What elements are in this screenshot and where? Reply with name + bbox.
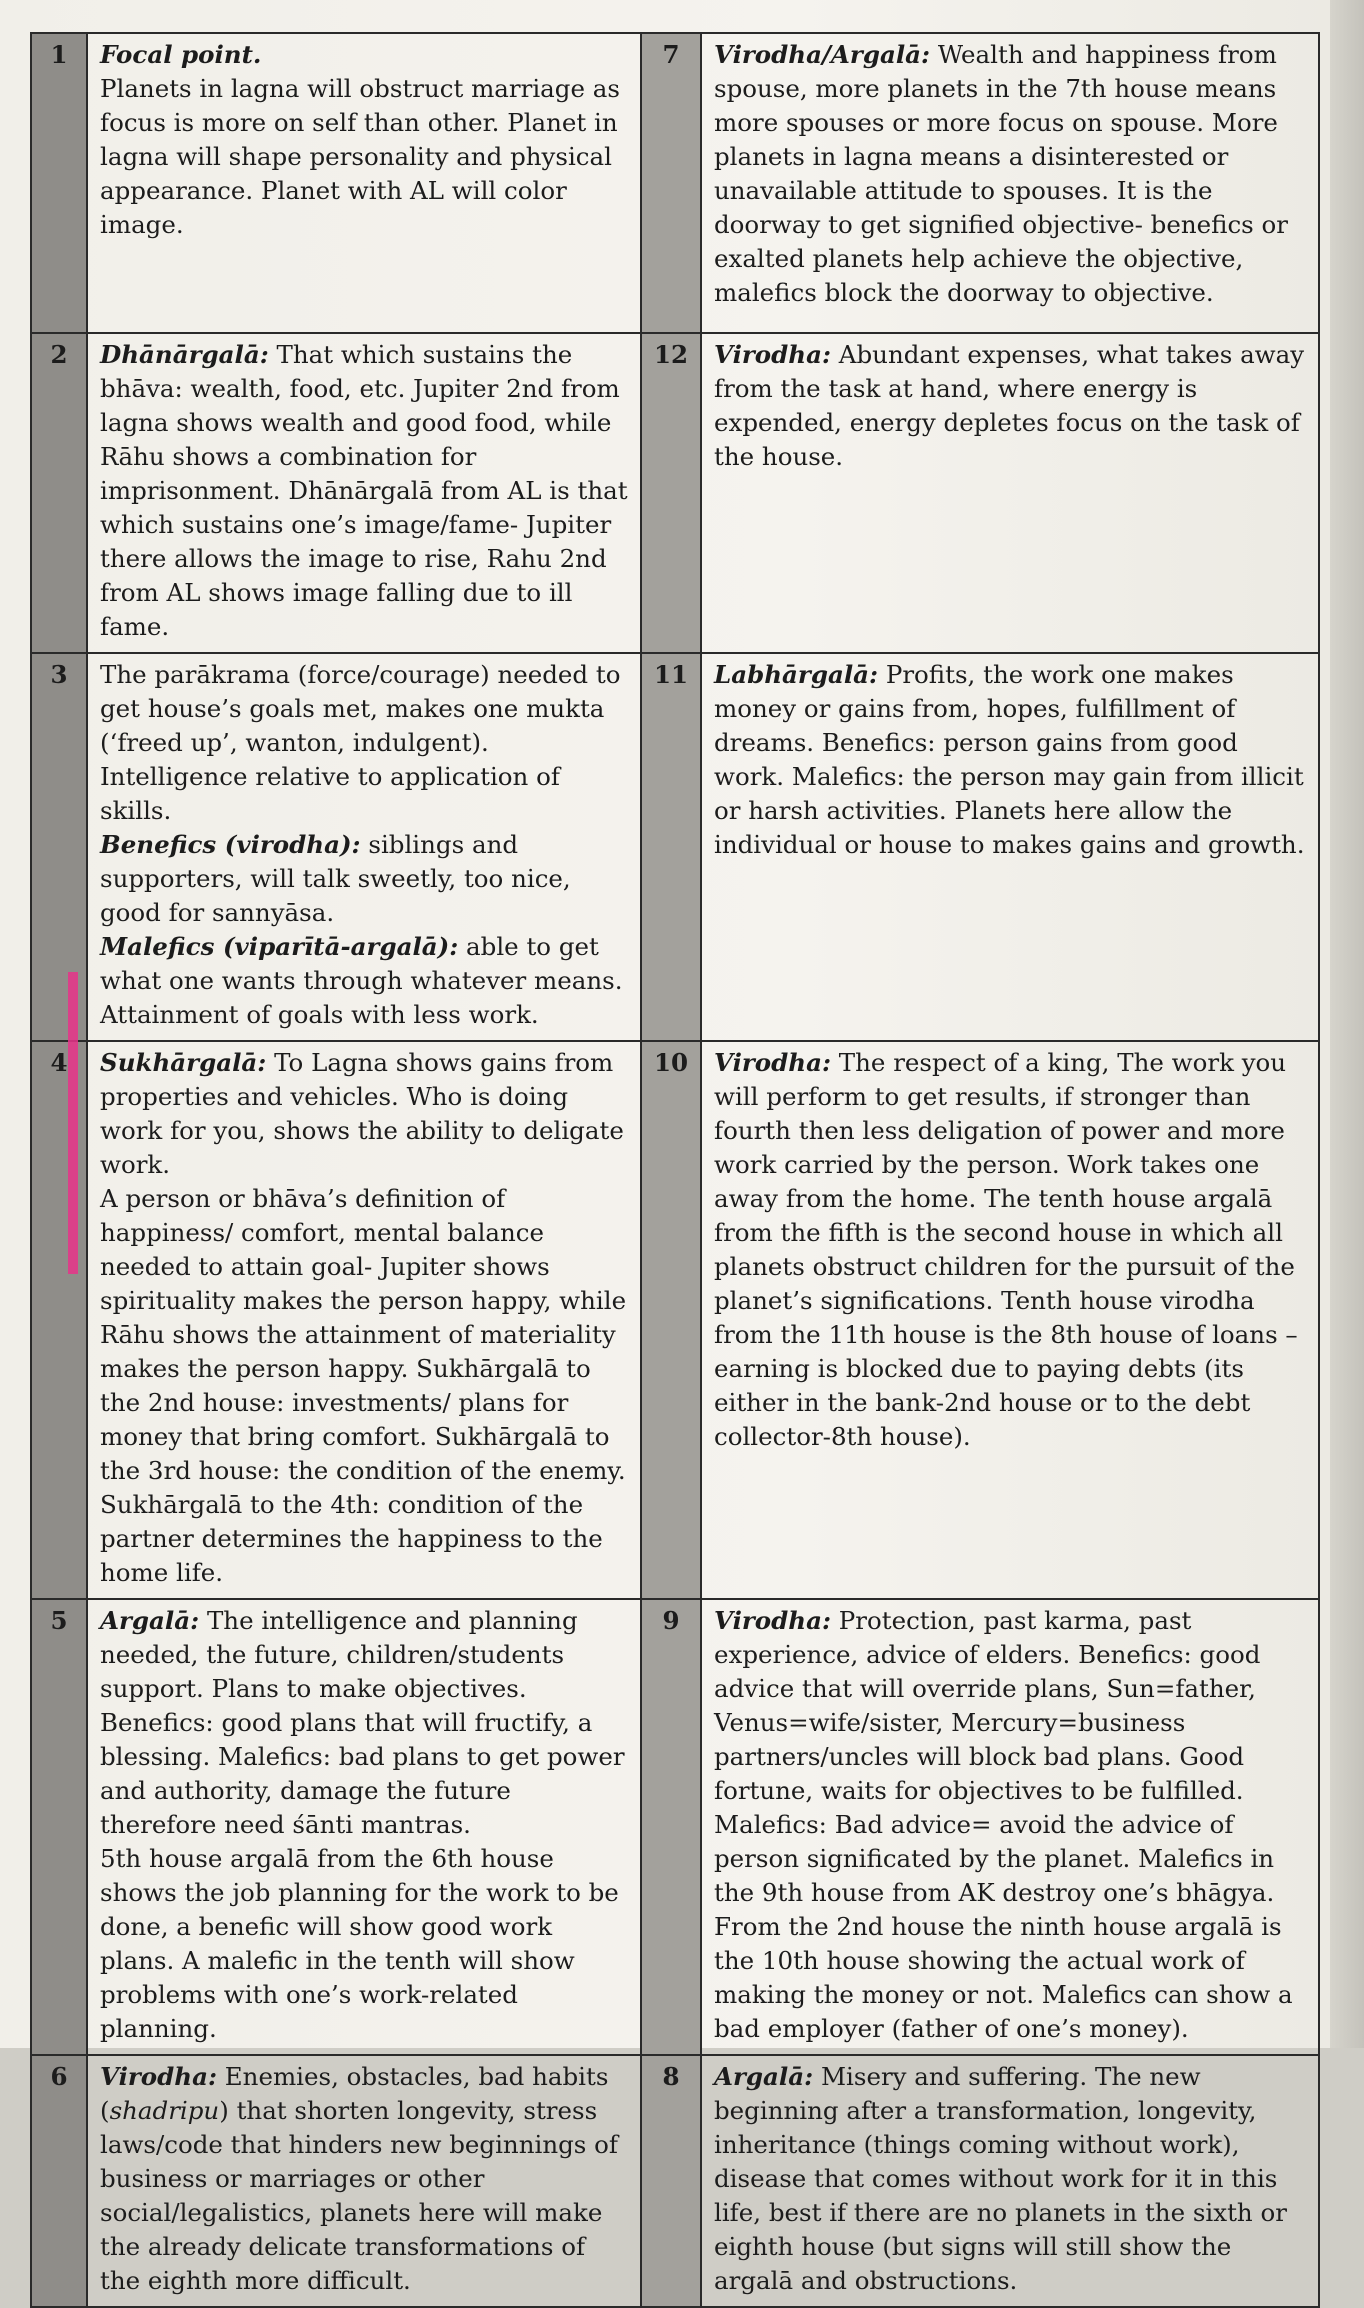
house-number-right: 7 — [641, 33, 701, 333]
house-paragraph — [714, 1046, 1308, 1454]
house-description: Profits, the work one makes money or gains from, hopes, fulfillment of dreams. Benefics: person gains from good work. Malefics: the person may gain from illicit or harsh activities. Planets here allow the individual or house to makes gains and growth. — [714, 660, 1305, 859]
house-paragraph — [100, 658, 630, 828]
house-term: Virodha: — [714, 340, 831, 369]
house-term: Dhānārgalā: — [100, 340, 269, 369]
house-description: able to get what one wants through whatever means. Attainment of goals with less work. — [100, 932, 623, 1029]
house-number-left: 1 — [31, 33, 87, 333]
house-term: Argalā: — [714, 2062, 814, 2091]
house-paragraph — [714, 658, 1308, 862]
house-description: Enemies, obstacles, bad habits ( — [100, 2062, 609, 2125]
house-cell-left — [87, 33, 641, 333]
house-description: Planets in lagna will obstruct marriage as focus is more on self than other. Planet in lagna will shape personality and physical appearance. Planet with AL will color image. — [100, 74, 620, 239]
house-term: Sukhārgalā: — [100, 1048, 267, 1077]
house-paragraph — [714, 338, 1308, 474]
house-paragraph — [100, 1604, 630, 1842]
table-row — [31, 2055, 1319, 2307]
house-cell-right — [701, 33, 1319, 333]
house-number-left: 6 — [31, 2055, 87, 2307]
table-row — [31, 1599, 1319, 2055]
house-term: Virodha: — [714, 1606, 831, 1635]
house-paragraph — [714, 2060, 1308, 2298]
table-row — [31, 333, 1319, 653]
house-description: Protection, past karma, past experience, advice of elders. Benefics: good advice that will override plans, Sun=father, Venus=wife/sister, Mercury=business partners/uncles will block bad plans. Good fortune, waits for objectives to be fulfilled. Malefics: Bad advice= avoid the advice of person significated by the planet. Malefics in the 9th house from AK destroy one’s bhāgya. — [714, 1606, 1275, 1907]
house-description: From the 2nd house the ninth house argalā is the 10th house showing the actual work of making the money or not. Malefics can show a bad employer (father of one’s money). — [714, 1912, 1293, 2043]
house-description: A person or bhāva’s definition of happiness/ comfort, mental balance needed to attain goal- Jupiter shows spirituality makes the person happy, while Rāhu shows the attainment of materiality makes the person happy. Sukhārgalā to the 2nd house: investments/ plans for money that bring comfort. Sukhārgalā to the 3rd house: the condition of the enemy. Sukhārgalā to the 4th: condition of the partner determines the happiness to the home life. — [100, 1184, 627, 1587]
house-paragraph — [100, 338, 630, 644]
house-italic-term: shadripu — [109, 2096, 220, 2125]
house-description: To Lagna shows gains from properties and vehicles. Who is doing work for you, shows the ability to deligate work. — [100, 1048, 624, 1179]
house-number-left: 2 — [31, 333, 87, 653]
house-term: Virodha: — [100, 2062, 217, 2091]
house-term: Virodha/Argalā: — [714, 40, 931, 69]
house-cell-right — [701, 653, 1319, 1041]
house-description: siblings and supporters, will talk sweetly, too nice, good for sannyāsa. — [100, 830, 571, 927]
house-description: The parākrama (force/courage) needed to get house’s goals met, makes one mukta (‘freed up’, wanton, indulgent). Intelligence relative to application of skills. — [100, 660, 621, 825]
house-number-right: 11 — [641, 653, 701, 1041]
house-paragraph — [714, 38, 1308, 310]
house-cell-left — [87, 333, 641, 653]
table-row — [31, 1041, 1319, 1599]
house-term: Labhārgalā: — [714, 660, 879, 689]
house-description: The respect of a king, The work you will perform to get results, if stronger than fourth then less deligation of power and more work carried by the person. Work takes one away from the home. The tenth house argalā from the fifth is the second house in which all planets obstruct children for the pursuit of the planet’s significations. Tenth house virodha from the 11th house is the 8th house of loans –earning is blocked due to paying debts (its either in the bank-2nd house or to the debt collector-8th house). — [714, 1048, 1298, 1451]
house-description: Abundant expenses, what takes away from the task at hand, where energy is expended, energy depletes focus on the task of the house. — [714, 340, 1305, 471]
house-cell-left — [87, 1041, 641, 1599]
house-number-right: 10 — [641, 1041, 701, 1599]
house-description: Wealth and happiness from spouse, more planets in the 7th house means more spouses or more focus on spouse. More planets in lagna means a disinterested or unavailable attitude to spouses. It is the doorway to get signified objective- benefics or exalted planets help achieve the objective, malefics block the doorway to objective. — [714, 40, 1289, 307]
house-number-left: 3 — [31, 653, 87, 1041]
page-edge — [1330, 0, 1364, 2048]
house-paragraph — [714, 1604, 1308, 1910]
table-row — [31, 653, 1319, 1041]
house-term: Virodha: — [714, 1048, 831, 1077]
house-paragraph — [100, 1182, 630, 1590]
house-number-left: 5 — [31, 1599, 87, 2055]
house-number-right: 12 — [641, 333, 701, 653]
house-cell-right — [701, 333, 1319, 653]
house-paragraph — [100, 2060, 630, 2298]
house-description: ) that shorten longevity, stress laws/code that hinders new beginnings of business or marriages or other social/legalistics, planets here will make the already delicate transformations of the eighth more difficult. — [100, 2096, 618, 2295]
house-paragraph — [100, 72, 630, 242]
house-cell-right — [701, 2055, 1319, 2307]
house-description: That which sustains the bhāva: wealth, food, etc. Jupiter 2nd from lagna shows wealth and good food, while Rāhu shows a combination for imprisonment. Dhānārgalā from AL is that which sustains one’s image/fame- Jupiter there allows the image to rise, Rahu 2nd from AL shows image falling due to ill fame. — [100, 340, 628, 641]
house-paragraph — [714, 1910, 1308, 2046]
house-number-left: 4 — [31, 1041, 87, 1599]
house-term: Argalā: — [100, 1606, 200, 1635]
house-term: Malefics (viparītā-argalā): — [100, 932, 459, 961]
house-description: Misery and suffering. The new beginning after a transformation, longevity, inheritance (things coming without work), disease that comes without work for it in this life, best if there are no planets in the sixth or eighth house (but signs will still show the argalā and obstructions. — [714, 2062, 1287, 2295]
pink-highlighter-mark — [68, 972, 78, 1274]
house-cell-left — [87, 653, 641, 1041]
house-paragraph — [100, 1842, 630, 2046]
house-argala-table — [30, 32, 1320, 2308]
house-number-right: 8 — [641, 2055, 701, 2307]
house-number-right: 9 — [641, 1599, 701, 2055]
house-paragraph — [100, 38, 630, 72]
house-description: The intelligence and planning needed, the future, children/students support. Plans to make objectives. Benefics: good plans that will fructify, a blessing. Malefics: bad plans to get power and authority, damage the future therefore need śānti mantras. — [100, 1606, 625, 1839]
house-term: Focal point. — [100, 40, 262, 69]
house-paragraph — [100, 930, 630, 1032]
house-cell-right — [701, 1599, 1319, 2055]
house-description: 5th house argalā from the 6th house shows the job planning for the work to be done, a benefic will show good work plans. A malefic in the tenth will show problems with one’s work-related planning. — [100, 1844, 619, 2043]
house-cell-left — [87, 2055, 641, 2307]
table-row — [31, 33, 1319, 333]
house-paragraph — [100, 828, 630, 930]
house-cell-right — [701, 1041, 1319, 1599]
house-paragraph — [100, 1046, 630, 1182]
house-cell-left — [87, 1599, 641, 2055]
house-term: Benefics (virodha): — [100, 830, 361, 859]
